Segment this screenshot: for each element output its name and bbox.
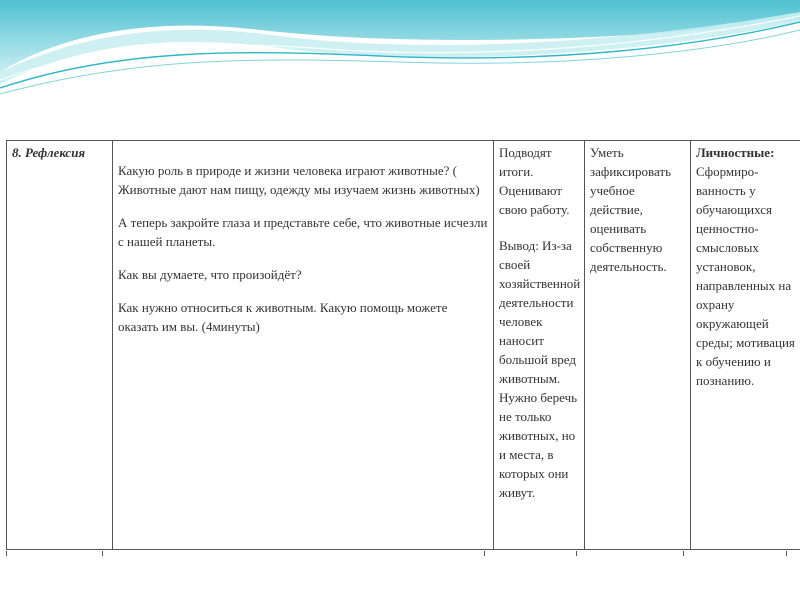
next-row-fragment — [6, 551, 787, 556]
student-activity-summary: Подводят итоги. Оценивают свою работу. — [499, 145, 570, 217]
teacher-question-1: Какую роль в природе и жизни человека играют животные? ( Животные дают нам пищу, одежду мы изучаем жизнь животных) — [118, 163, 480, 197]
teacher-activity-cell — [113, 141, 494, 550]
table-row — [7, 141, 800, 550]
results-text: Сформиро-ванность у обучающихся ценностно-смысловых установок, направленных на охрану окружающей среды; мотивация к обучению и познанию. — [696, 164, 795, 388]
teacher-question-4: Как нужно относиться к животным. Какую помощь можете оказать им вы. (4минуты) — [118, 300, 448, 334]
teacher-question-2: А теперь закройте глаза и представьте себе, что животные исчезли с нашей планеты. — [118, 215, 488, 249]
student-activity-conclusion: Вывод: Из-за своей хозяйственной деятельности человек наносит большой вред животным. Нужно беречь не только животных, но и места, в которых они живут. — [499, 238, 581, 500]
skills-cell — [585, 141, 691, 550]
header-wave-decoration — [0, 0, 800, 110]
results-cell — [691, 141, 800, 550]
skills-text: Уметь зафиксировать учебное действие, оценивать собственную деятельность. — [590, 145, 672, 274]
teacher-question-3: Как вы думаете, что произойдёт? — [118, 267, 302, 282]
stage-cell — [7, 141, 113, 550]
lesson-plan-table — [6, 140, 800, 550]
results-label: Личностные: — [696, 145, 775, 160]
stage-label: 8. Рефлексия — [12, 145, 86, 160]
student-activity-cell — [494, 141, 585, 550]
